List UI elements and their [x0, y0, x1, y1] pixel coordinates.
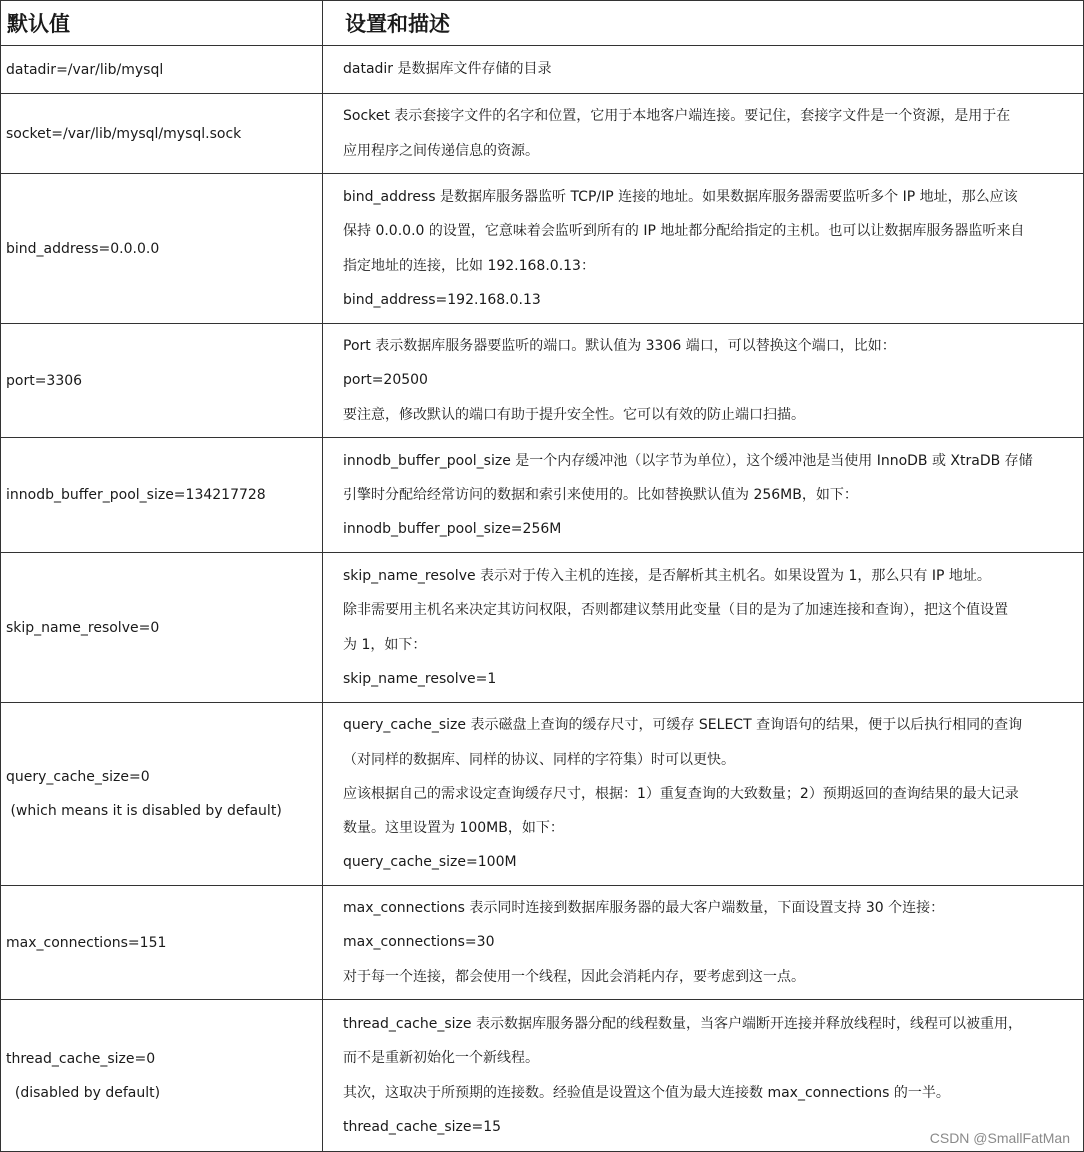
table-row	[1, 886, 1084, 1000]
description-line: Port 表示数据库服务器要监听的端口。默认值为 3306 端口，可以替换这个端口，比如：	[343, 338, 896, 355]
default-value-cell	[1, 46, 323, 94]
description-line: skip_name_resolve=1	[343, 670, 497, 687]
description-line: datadir 是数据库文件存储的目录	[343, 61, 552, 78]
description-cell	[323, 703, 1084, 886]
description-cell	[323, 174, 1084, 324]
description-cell	[323, 553, 1084, 703]
watermark: CSDN @SmallFatMan	[929, 1130, 1070, 1146]
default-value-cell	[1, 324, 323, 438]
description-cell	[323, 438, 1084, 553]
description-line: port=20500	[343, 372, 428, 389]
description-line: 保持 0.0.0.0 的设置，它意味着会监听到所有的 IP 地址都分配给指定的主机。也可以让数据库服务器监听来自	[343, 223, 1025, 240]
description-line: Socket 表示套接字文件的名字和位置，它用于本地客户端连接。要记住，套接字文件是一个资源，是用于在	[343, 108, 1011, 125]
default-value-text: bind_address=0.0.0.0	[6, 240, 160, 257]
default-value-text: max_connections=151	[6, 934, 167, 951]
description-line: 对于每一个连接，都会使用一个线程，因此会消耗内存，要考虑到这一点。	[343, 968, 805, 985]
description-cell	[323, 46, 1084, 94]
default-value-cell	[1, 553, 323, 703]
description-line: 要注意，修改默认的端口有助于提升安全性。它可以有效的防止端口扫描。	[343, 406, 805, 423]
description-line: innodb_buffer_pool_size=256M	[343, 521, 562, 538]
default-value-text: datadir=/var/lib/mysql	[6, 61, 164, 78]
table-row	[1, 46, 1084, 94]
default-value-text: thread_cache_size=0	[6, 1050, 156, 1067]
table-row	[1, 438, 1084, 553]
default-value-text: port=3306	[6, 372, 83, 389]
description-line: max_connections 表示同时连接到数据库服务器的最大客户端数量，下面设置支持 30 个连接：	[343, 900, 945, 917]
description-cell	[323, 324, 1084, 438]
table-row	[1, 174, 1084, 324]
description-cell	[323, 94, 1084, 174]
table-row	[1, 703, 1084, 886]
description-line: （对同样的数据库、同样的协议、同样的字符集）时可以更快。	[343, 751, 735, 768]
description-line: 应该根据自己的需求设定查询缓存尺寸，根据：1）重复查询的大致数量；2）预期返回的查询结果的最大记录	[343, 785, 1019, 802]
default-value-text: skip_name_resolve=0	[6, 619, 160, 636]
default-value-cell	[1, 886, 323, 1000]
description-line: 应用程序之间传递信息的资源。	[343, 142, 539, 159]
description-line: thread_cache_size 表示数据库服务器分配的线程数量，当客户端断开连接并释放线程时，线程可以被重用，	[343, 1015, 1022, 1032]
description-line: skip_name_resolve 表示对于传入主机的连接，是否解析其主机名。如果设置为 1，那么只有 IP 地址。	[343, 567, 991, 584]
description-line: 指定地址的连接，比如 192.168.0.13：	[343, 257, 595, 274]
description-line: 而不是重新初始化一个新线程。	[343, 1050, 539, 1067]
description-line: bind_address=192.168.0.13	[343, 291, 541, 308]
description-line: 引擎时分配给经常访问的数据和索引来使用的。比如替换默认值为 256MB，如下：	[343, 486, 858, 503]
table-row	[1, 94, 1084, 174]
default-value-cell	[1, 174, 323, 324]
default-value-cell	[1, 703, 323, 886]
description-line: bind_address 是数据库服务器监听 TCP/IP 连接的地址。如果数据库服务器需要监听多个 IP 地址，那么应该	[343, 188, 1018, 205]
description-line: 数量。这里设置为 100MB，如下：	[343, 820, 564, 837]
description-line: 除非需要用主机名来决定其访问权限，否则都建议禁用此变量（目的是为了加速连接和查询），把这个值设置	[343, 602, 1008, 619]
header-setting-description: 设置和描述	[323, 1, 1084, 46]
description-line: max_connections=30	[343, 934, 495, 951]
description-cell	[323, 886, 1084, 1000]
default-value-text: socket=/var/lib/mysql/mysql.sock	[6, 125, 242, 142]
table-row	[1, 324, 1084, 438]
description-line: query_cache_size=100M	[343, 854, 517, 871]
default-value-text: query_cache_size=0	[6, 769, 150, 785]
description-line: 其次，这取决于所预期的连接数。经验值是设置这个值为最大连接数 max_connections 的一半。	[343, 1084, 950, 1101]
default-value-cell	[1, 94, 323, 174]
table-header-row	[1, 1, 1084, 46]
description-line: innodb_buffer_pool_size 是一个内存缓冲池（以字节为单位），这个缓冲池是当使用 InnoDB 或 XtraDB 存储	[343, 452, 1033, 469]
default-value-cell	[1, 438, 323, 553]
description-line: 为 1，如下：	[343, 636, 427, 653]
default-value-text: (which means it is disabled by default)	[6, 803, 282, 819]
table-row	[1, 1000, 1084, 1152]
table-row	[1, 553, 1084, 703]
description-line: query_cache_size 表示磁盘上查询的缓存尺寸，可缓存 SELECT 查询语句的结果，便于以后执行相同的查询	[343, 717, 1023, 734]
default-value-cell	[1, 1000, 323, 1152]
default-value-text: (disabled by default)	[6, 1084, 161, 1101]
description-line: thread_cache_size=15	[343, 1118, 502, 1135]
header-default-value: 默认值	[1, 1, 323, 46]
default-value-text: innodb_buffer_pool_size=134217728	[6, 487, 266, 503]
description-cell	[323, 1000, 1084, 1152]
